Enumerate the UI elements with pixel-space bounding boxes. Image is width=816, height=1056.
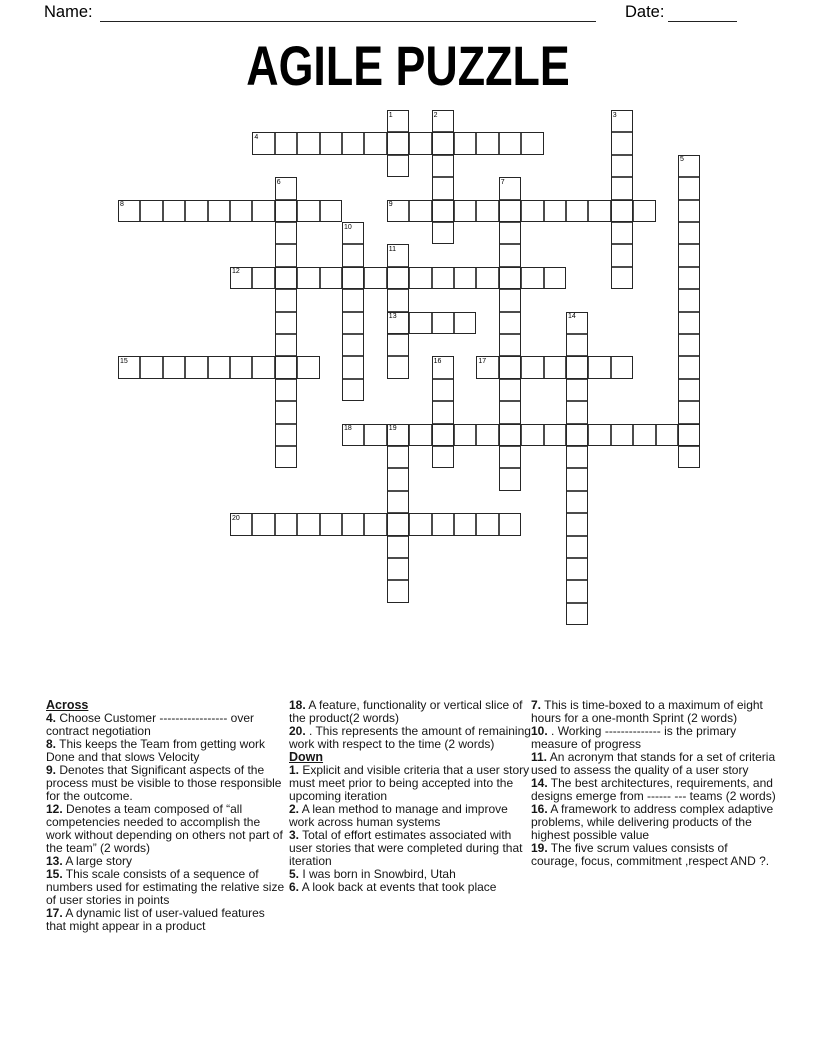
grid-cell[interactable]: [342, 513, 364, 535]
clues-column-2: [289, 699, 532, 894]
clue-18: 18. A feature, functionality or vertical slice of the product(2 words): [289, 698, 523, 725]
clue-number: 8.: [46, 737, 57, 751]
grid-cell[interactable]: [118, 200, 140, 222]
grid-cell[interactable]: [387, 580, 409, 602]
clue-5: 5. I was born in Snowbird, Utah: [289, 867, 456, 881]
clue-number: 1.: [289, 763, 300, 777]
clues-column-1: [46, 699, 288, 933]
grid-cell[interactable]: [521, 132, 543, 154]
grid-cell[interactable]: [297, 356, 319, 378]
grid-cell[interactable]: [633, 200, 655, 222]
grid-cell[interactable]: [633, 424, 655, 446]
grid-cell[interactable]: [499, 379, 521, 401]
grid-cell[interactable]: [342, 267, 364, 289]
cell-number-13: 13: [388, 313, 397, 321]
grid-cell[interactable]: [342, 132, 364, 154]
grid-cell[interactable]: [454, 132, 476, 154]
clue-number: 2.: [289, 802, 300, 816]
cell-number-18: 18: [344, 425, 352, 433]
grid-cell[interactable]: [499, 177, 521, 199]
grid-cell[interactable]: [208, 200, 230, 222]
grid-cell[interactable]: [678, 267, 700, 289]
grid-cell[interactable]: [566, 379, 588, 401]
grid-cell[interactable]: [387, 312, 409, 334]
grid-cell[interactable]: [566, 334, 588, 356]
grid-cell[interactable]: [544, 424, 566, 446]
clue-number: 17.: [46, 906, 63, 920]
clue-number: 12.: [46, 802, 63, 816]
grid-cell[interactable]: [499, 289, 521, 311]
grid-cell[interactable]: [678, 401, 700, 423]
grid-cell[interactable]: [387, 356, 409, 378]
clue-8: 8. This keeps the Team from getting work Done and that slows Velocity: [46, 737, 266, 764]
grid-cell[interactable]: [275, 356, 297, 378]
date-fill-line[interactable]: [668, 2, 737, 22]
clue-number: 3.: [289, 828, 300, 842]
name-fill-line[interactable]: [100, 2, 596, 22]
grid-cell[interactable]: [297, 132, 319, 154]
clue-number: 11.: [531, 750, 548, 764]
grid-cell[interactable]: [364, 132, 386, 154]
grid-cell[interactable]: [342, 424, 364, 446]
grid-cell[interactable]: [342, 289, 364, 311]
grid-cell[interactable]: [588, 424, 610, 446]
cell-number-8: 8: [120, 201, 124, 209]
grid-cell[interactable]: [432, 222, 454, 244]
cell-number-11: 11: [388, 245, 397, 253]
grid-cell[interactable]: [588, 200, 610, 222]
grid-cell[interactable]: [140, 356, 162, 378]
grid-cell[interactable]: [230, 267, 252, 289]
grid-cell[interactable]: [656, 424, 678, 446]
grid-cell[interactable]: [432, 312, 454, 334]
grid-cell[interactable]: [611, 177, 633, 199]
clue-number: 13.: [46, 854, 63, 868]
grid-cell[interactable]: [320, 513, 342, 535]
grid-cell[interactable]: [678, 356, 700, 378]
clue-1: 1. Explicit and visible criteria that a user story must meet prior to being accepted into the upcoming iteration: [289, 763, 530, 803]
grid-cell[interactable]: [611, 424, 633, 446]
grid-cell[interactable]: [476, 513, 498, 535]
grid-cell[interactable]: [297, 267, 319, 289]
grid-cell[interactable]: [387, 289, 409, 311]
grid-cell[interactable]: [275, 401, 297, 423]
grid-cell[interactable]: [499, 468, 521, 490]
grid-cell[interactable]: [387, 155, 409, 177]
grid-cell[interactable]: [499, 446, 521, 468]
grid-cell[interactable]: [432, 356, 454, 378]
grid-cell[interactable]: [275, 244, 297, 266]
date-label: Date:: [625, 3, 665, 21]
clue-16: 16. A framework to address complex adaptive problems, while delivering products of the highest possible value: [531, 802, 774, 842]
grid-cell[interactable]: [387, 110, 409, 132]
grid-cell[interactable]: [364, 424, 386, 446]
grid-cell[interactable]: [499, 356, 521, 378]
grid-cell[interactable]: [342, 222, 364, 244]
grid-cell[interactable]: [544, 267, 566, 289]
grid-cell[interactable]: [275, 267, 297, 289]
grid-cell[interactable]: [252, 513, 274, 535]
cell-number-5: 5: [680, 156, 684, 164]
grid-cell[interactable]: [566, 424, 588, 446]
grid-cell[interactable]: [275, 132, 297, 154]
grid-cell[interactable]: [476, 267, 498, 289]
grid-cell[interactable]: [163, 200, 185, 222]
grid-cell[interactable]: [611, 132, 633, 154]
grid-cell[interactable]: [476, 424, 498, 446]
grid-cell[interactable]: [275, 424, 297, 446]
grid-cell[interactable]: [230, 513, 252, 535]
clue-number: 7.: [531, 698, 542, 712]
grid-cell[interactable]: [476, 356, 498, 378]
grid-cell[interactable]: [611, 267, 633, 289]
grid-cell[interactable]: [566, 200, 588, 222]
grid-cell[interactable]: [611, 356, 633, 378]
crossword-grid: [118, 110, 700, 625]
grid-cell[interactable]: [678, 446, 700, 468]
grid-cell[interactable]: [230, 356, 252, 378]
grid-cell[interactable]: [544, 200, 566, 222]
grid-cell[interactable]: [678, 177, 700, 199]
grid-cell[interactable]: [387, 334, 409, 356]
grid-cell[interactable]: [342, 334, 364, 356]
grid-cell[interactable]: [476, 200, 498, 222]
grid-cell[interactable]: [387, 267, 409, 289]
grid-cell[interactable]: [544, 356, 566, 378]
grid-cell[interactable]: [275, 379, 297, 401]
grid-cell[interactable]: [454, 424, 476, 446]
grid-cell[interactable]: [432, 155, 454, 177]
grid-cell[interactable]: [432, 513, 454, 535]
cell-number-19: 19: [388, 425, 397, 433]
grid-cell[interactable]: [588, 356, 610, 378]
grid-cell[interactable]: [566, 446, 588, 468]
grid-cell[interactable]: [275, 446, 297, 468]
grid-cell[interactable]: [387, 132, 409, 154]
clues-heading-down: Down: [289, 750, 324, 764]
grid-cell[interactable]: [387, 491, 409, 513]
cell-number-1: 1: [388, 111, 393, 119]
clue-11: 11. An acronym that stands for a set of criteria used to assess the quality of a user story: [531, 750, 776, 777]
clue-2: 2. A lean method to manage and improve work across human systems: [289, 802, 508, 829]
grid-cell[interactable]: [432, 424, 454, 446]
clue-number: 4.: [46, 711, 57, 725]
grid-cell[interactable]: [140, 200, 162, 222]
grid-cell[interactable]: [275, 289, 297, 311]
grid-cell[interactable]: [499, 424, 521, 446]
grid-cell[interactable]: [566, 401, 588, 423]
cell-number-15: 15: [120, 357, 128, 365]
grid-cell[interactable]: [275, 177, 297, 199]
grid-cell[interactable]: [230, 200, 252, 222]
clue-number: 15.: [46, 867, 63, 881]
cell-number-2: 2: [433, 111, 438, 119]
grid-cell[interactable]: [678, 155, 700, 177]
grid-cell[interactable]: [364, 513, 386, 535]
grid-cell[interactable]: [499, 267, 521, 289]
grid-cell[interactable]: [432, 132, 454, 154]
grid-cell[interactable]: [454, 312, 476, 334]
clue-15: 15. This scale consists of a sequence of numbers used for estimating the relative size of user stories in points: [46, 867, 285, 907]
cell-number-12: 12: [232, 268, 240, 276]
grid-cell[interactable]: [342, 379, 364, 401]
grid-cell[interactable]: [499, 244, 521, 266]
grid-cell[interactable]: [611, 244, 633, 266]
grid-cell[interactable]: [499, 132, 521, 154]
grid-cell[interactable]: [387, 513, 409, 535]
clue-number: 6.: [289, 880, 300, 894]
grid-cell[interactable]: [387, 468, 409, 490]
grid-cell[interactable]: [409, 513, 431, 535]
grid-cell[interactable]: [678, 289, 700, 311]
cell-number-10: 10: [344, 223, 352, 231]
clue-4: 4. Choose Customer ----------------- over contract negotiation: [46, 711, 255, 738]
grid-cell[interactable]: [499, 312, 521, 334]
clue-3: 3. Total of effort estimates associated with user stories that were completed during that iteration: [289, 828, 523, 868]
clue-number: 5.: [289, 867, 300, 881]
grid-cell[interactable]: [678, 222, 700, 244]
grid-cell[interactable]: [499, 513, 521, 535]
grid-cell[interactable]: [185, 356, 207, 378]
cell-number-20: 20: [232, 514, 240, 522]
clue-number: 18.: [289, 698, 306, 712]
clue-number: 14.: [531, 776, 548, 790]
grid-cell[interactable]: [297, 513, 319, 535]
clue-13: 13. A large story: [46, 854, 133, 868]
grid-cell[interactable]: [566, 491, 588, 513]
clue-number: 19.: [531, 841, 548, 855]
grid-cell[interactable]: [678, 244, 700, 266]
clue-6: 6. A look back at events that took place: [289, 880, 497, 894]
grid-cell[interactable]: [320, 132, 342, 154]
grid-cell[interactable]: [566, 468, 588, 490]
grid-cell[interactable]: [387, 536, 409, 558]
grid-cell[interactable]: [409, 312, 431, 334]
cell-number-3: 3: [612, 111, 617, 119]
grid-cell[interactable]: [611, 222, 633, 244]
cell-number-17: 17: [478, 357, 487, 365]
grid-cell[interactable]: [499, 401, 521, 423]
clue-12: 12. Denotes a team composed of “all competencies needed to accomplish the work without depending on others not part of the team” (2 words): [46, 802, 283, 855]
grid-cell[interactable]: [409, 132, 431, 154]
clue-number: 16.: [531, 802, 548, 816]
grid-cell[interactable]: [566, 356, 588, 378]
grid-cell[interactable]: [499, 222, 521, 244]
cell-number-14: 14: [568, 313, 576, 321]
grid-cell[interactable]: [208, 356, 230, 378]
cell-number-7: 7: [500, 178, 505, 186]
clues-column-3: [531, 699, 777, 868]
grid-cell[interactable]: [118, 356, 140, 378]
grid-cell[interactable]: [432, 379, 454, 401]
grid-cell[interactable]: [566, 580, 588, 602]
grid-cell[interactable]: [387, 424, 409, 446]
grid-cell[interactable]: [678, 200, 700, 222]
grid-cell[interactable]: [387, 558, 409, 580]
clue-number: 9.: [46, 763, 57, 777]
clue-19: 19. The five scrum values consists of courage, focus, commitment ,respect AND ?.: [531, 841, 770, 868]
cell-number-6: 6: [276, 178, 281, 186]
grid-cell[interactable]: [432, 446, 454, 468]
grid-cell[interactable]: [432, 401, 454, 423]
cell-number-4: 4: [254, 133, 259, 141]
grid-cell[interactable]: [387, 446, 409, 468]
grid-cell[interactable]: [342, 244, 364, 266]
grid-cell[interactable]: [499, 200, 521, 222]
grid-cell[interactable]: [454, 513, 476, 535]
grid-cell[interactable]: [275, 312, 297, 334]
grid-cell[interactable]: [409, 200, 431, 222]
grid-cell[interactable]: [252, 200, 274, 222]
grid-cell[interactable]: [566, 312, 588, 334]
grid-cell[interactable]: [611, 110, 633, 132]
grid-cell[interactable]: [678, 424, 700, 446]
name-label: Name:: [44, 3, 93, 21]
clue-7: 7. This is time-boxed to a maximum of eight hours for a one-month Sprint (2 words): [531, 698, 763, 725]
grid-cell[interactable]: [409, 267, 431, 289]
clue-20: 20. . This represents the amount of remaining work with respect to the time (2 words): [289, 724, 531, 751]
grid-cell[interactable]: [387, 200, 409, 222]
grid-cell[interactable]: [387, 244, 409, 266]
grid-cell[interactable]: [364, 267, 386, 289]
grid-cell[interactable]: [252, 356, 274, 378]
grid-cell[interactable]: [275, 334, 297, 356]
grid-cell[interactable]: [252, 267, 274, 289]
grid-cell[interactable]: [275, 222, 297, 244]
grid-cell[interactable]: [678, 334, 700, 356]
grid-cell[interactable]: [320, 200, 342, 222]
clue-10: 10. . Working -------------- is the primary measure of progress: [531, 724, 737, 751]
grid-cell[interactable]: [521, 267, 543, 289]
grid-cell[interactable]: [611, 200, 633, 222]
clue-number: 20.: [289, 724, 306, 738]
grid-cell[interactable]: [432, 177, 454, 199]
cell-number-9: 9: [388, 201, 393, 209]
clues-heading-across: Across: [46, 698, 89, 712]
grid-cell[interactable]: [566, 603, 588, 625]
clue-number: 10.: [531, 724, 548, 738]
page-title: AGILE PUZZLE: [246, 34, 570, 97]
grid-cell[interactable]: [499, 334, 521, 356]
grid-cell[interactable]: [342, 312, 364, 334]
grid-cell[interactable]: [432, 200, 454, 222]
grid-cell[interactable]: [678, 379, 700, 401]
grid-cell[interactable]: [566, 513, 588, 535]
grid-cell[interactable]: [320, 267, 342, 289]
grid-cell[interactable]: [163, 356, 185, 378]
grid-cell[interactable]: [611, 155, 633, 177]
grid-cell[interactable]: [342, 356, 364, 378]
grid-cell[interactable]: [566, 558, 588, 580]
grid-cell[interactable]: [185, 200, 207, 222]
cell-number-16: 16: [433, 357, 442, 365]
grid-cell[interactable]: [454, 200, 476, 222]
clue-17: 17. A dynamic list of user-valued features that might appear in a product: [46, 906, 265, 933]
grid-cell[interactable]: [409, 424, 431, 446]
grid-cell[interactable]: [252, 132, 274, 154]
clue-9: 9. Denotes that Significant aspects of the process must be visible to those responsible for the outcome.: [46, 763, 282, 803]
grid-cell[interactable]: [275, 200, 297, 222]
grid-cell[interactable]: [454, 267, 476, 289]
grid-cell[interactable]: [521, 356, 543, 378]
grid-cell[interactable]: [297, 200, 319, 222]
grid-cell[interactable]: [275, 513, 297, 535]
grid-cell[interactable]: [476, 132, 498, 154]
clue-14: 14. The best architectures, requirements, and designs emerge from ------ --- teams (2 words): [531, 776, 776, 803]
grid-cell[interactable]: [432, 110, 454, 132]
grid-cell[interactable]: [521, 424, 543, 446]
grid-cell[interactable]: [432, 267, 454, 289]
grid-cell[interactable]: [521, 200, 543, 222]
grid-cell[interactable]: [678, 312, 700, 334]
grid-cell[interactable]: [566, 536, 588, 558]
